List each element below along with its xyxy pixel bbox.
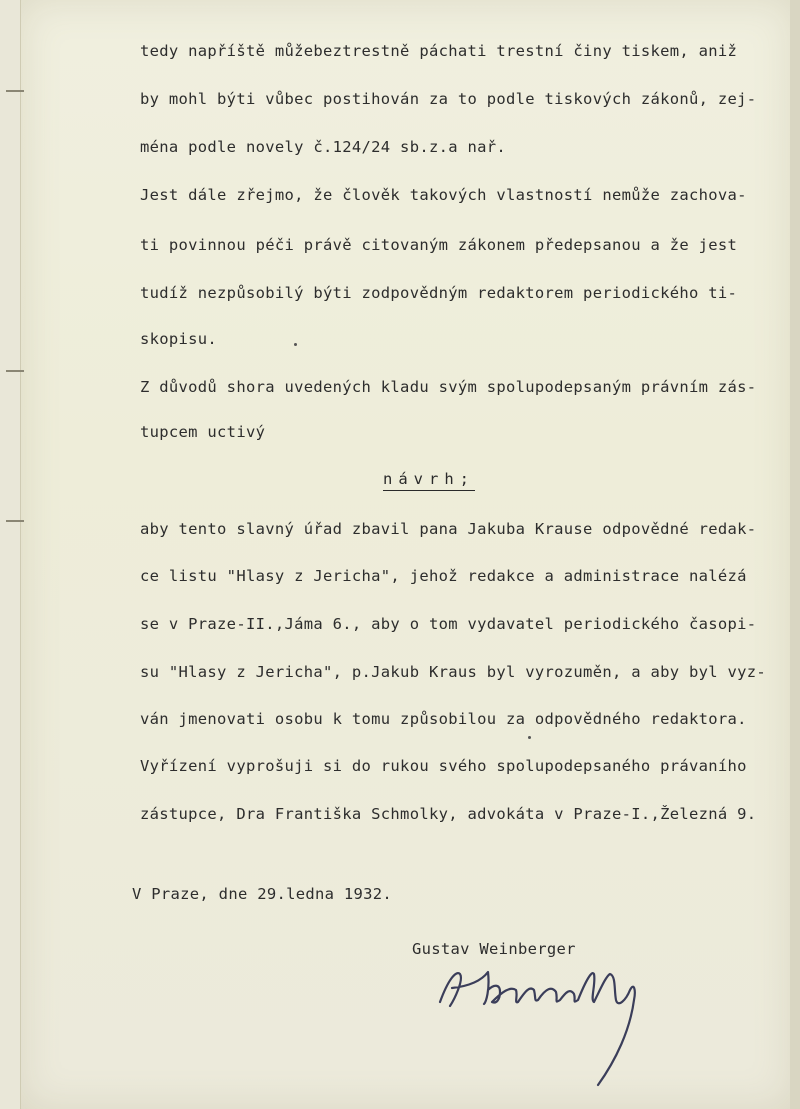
document-page (20, 0, 793, 1109)
text-line: su "Hlasy z Jericha", p.Jakub Kraus byl vyrozuměn, a aby byl vyz- (140, 663, 767, 681)
place-date: V Praze, dne 29.ledna 1932. (132, 885, 393, 903)
text-line: skopisu. (140, 330, 218, 348)
signer-name: Gustav Weinberger (412, 940, 576, 958)
margin-mark (6, 520, 24, 522)
margin-mark (6, 90, 24, 92)
text-line: tedy napříště můžebeztrestně páchati trestní činy tiskem, aniž (140, 42, 738, 60)
text-line: Jest dále zřejmo, že člověk takových vlastností nemůže zachova- (140, 186, 747, 204)
text-line: ména podle novely č.124/24 sb.z.a nař. (140, 138, 507, 156)
text-line: Vyřízení vyprošuji si do rukou svého spolupodepsaného právaního (140, 757, 747, 775)
text-line: by mohl býti vůbec postihován za to podle tiskových zákonů, zej- (140, 90, 757, 108)
page-edge (790, 0, 800, 1109)
text-line: se v Praze-II.,Jáma 6., aby o tom vydavatel periodického časopi- (140, 615, 757, 633)
text-line: zástupce, Dra Františka Schmolky, advokáta v Praze-I.,Železná 9. (140, 805, 757, 823)
text-line: tudíž nezpůsobilý býti zodpovědným redaktorem periodického ti- (140, 284, 738, 302)
text-line: tupcem uctivý (140, 423, 266, 441)
text-line: ti povinnou péči právě citovaným zákonem předepsanou a že jest (140, 236, 738, 254)
text-line: aby tento slavný úřad zbavil pana Jakuba Krause odpovědné redak- (140, 520, 757, 538)
text-line: Z důvodů shora uvedených kladu svým spolupodepsaným právním zás- (140, 378, 757, 396)
text-line: ce listu "Hlasy z Jericha", jehož redakce a administrace nalézá (140, 567, 747, 585)
ink-dot (294, 343, 297, 346)
ink-dot (528, 736, 531, 739)
handwritten-signature (430, 960, 660, 1090)
margin-mark (6, 370, 24, 372)
text-line: ván jmenovati osobu k tomu způsobilou za odpovědného redaktora. (140, 710, 747, 728)
proposal-heading: návrh; (383, 470, 475, 488)
